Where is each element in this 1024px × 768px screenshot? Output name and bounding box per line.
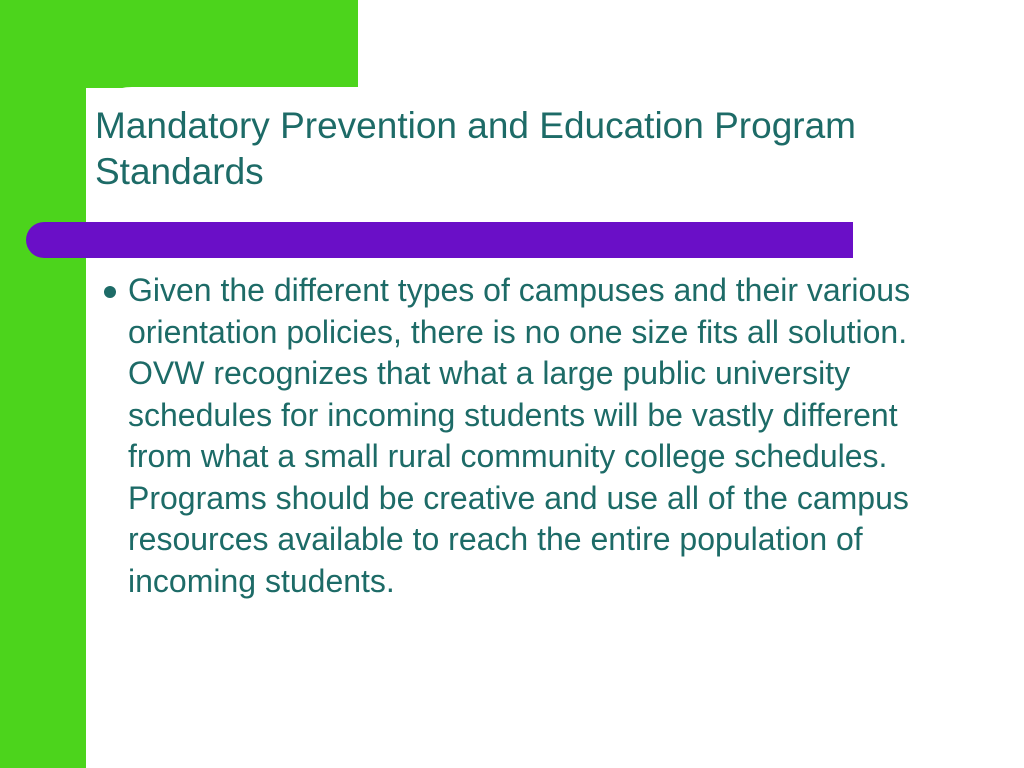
bullet-dot-icon bbox=[104, 286, 116, 298]
bullet-text: Given the different types of campuses and their various orientation policies, there is no one size fits all solution. OVW recognizes that what a large public university schedules for incoming students will be vastly different from what a small rural community college schedules. Programs should be creative and use all of the campus resources available to reach the entire population of incoming students. bbox=[128, 272, 911, 599]
slide-title: Mandatory Prevention and Education Program Standards bbox=[95, 105, 856, 192]
bullet-item bbox=[100, 270, 960, 602]
green-side-bar bbox=[0, 0, 86, 768]
purple-divider-bar bbox=[26, 222, 853, 258]
bullet-list bbox=[100, 270, 980, 602]
